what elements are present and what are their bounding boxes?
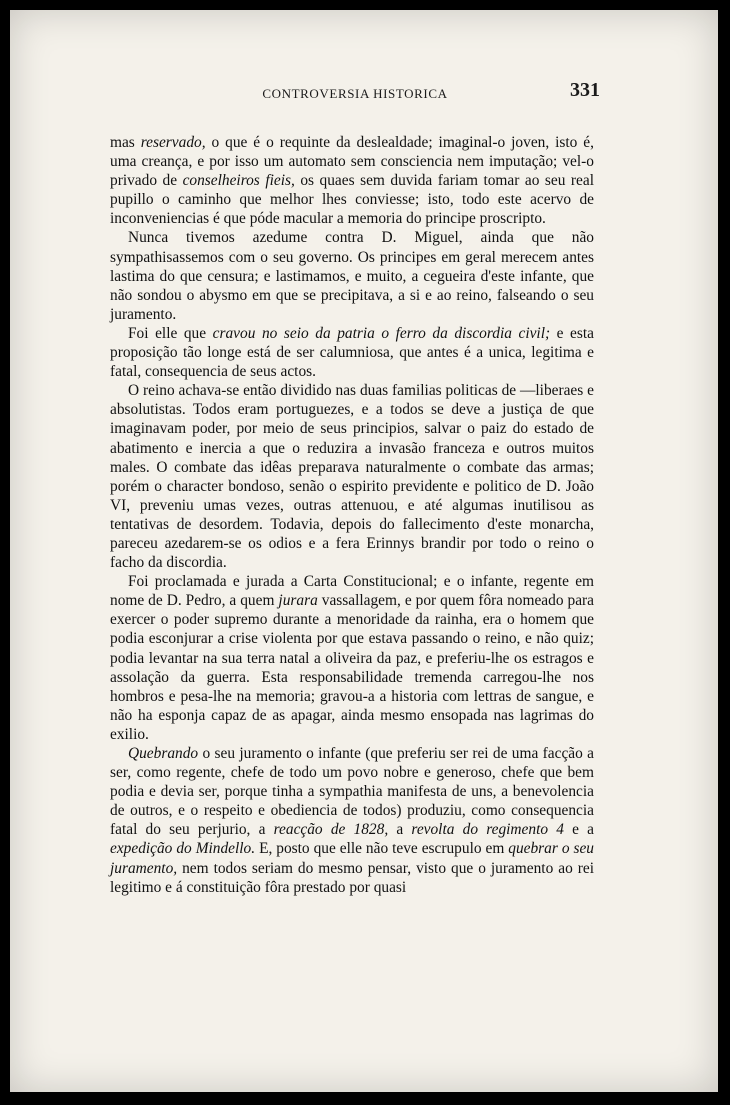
paragraph <box>110 228 594 323</box>
text-run: e a <box>563 821 594 839</box>
italic-phrase: revolta do regimento 4 <box>411 821 564 839</box>
italic-phrase: quebrar o seu juramento, <box>110 840 594 877</box>
running-title: CONTROVERSIA HISTORICA <box>262 86 448 101</box>
paragraph <box>110 133 594 228</box>
page-header <box>110 78 600 104</box>
text-run: os quaes sem duvida fariam tomar ao seu real pupillo o caminho que melhor lhes conviesse; isto, todo este acervo de inconveniencias é que póde macular a memoria do principe proscripto. <box>110 172 594 228</box>
text-run: mas <box>110 134 141 151</box>
italic-phrase: reacção de 1828, <box>273 821 389 839</box>
text-run: a <box>388 821 412 839</box>
text-run: vassallagem, e por quem fôra nomeado para exercer o poder supremo durante a menoridade da rainha, era o homem que podia esconjurar a crise violenta por que estava passando o reino, e não quiz; podia levantar na sua terra natal a oliveira da paz, e preferiu-lhe os estragos e assolação da guerra. Esta responsabilidade tremenda carregou-lhe nos hombros e pesa-lhe na memoria; gravou-a a historia com lettras de sangue, e não ha esponja capaz de as apagar, ainda mesmo ensopada nas lagrimas do exilio. <box>110 592 594 743</box>
italic-phrase: conselheiros fieis, <box>182 172 295 190</box>
italic-phrase: expedição do Mindello. <box>110 840 256 858</box>
text-run: O reino achava-se então dividido nas duas familias politicas de —liberaes e absolutistas. Todos eram portuguezes, e a todos se deve a justiça de que imaginavam poder, por meio de seus principios, salvar o paiz do estado de abatimento e inercia a que o reduzira a invasão franceza e outros muitos males. O combate das idêas preparava naturalmente o combate das armas; porém o character bondoso, senão o espirito previdente e politico de D. João VI, preveniu umas vezes, outras attenuou, e até algumas inutilisou as tentativas de desordem. Todavia, depois do fallecimento d'este monarcha, pareceu azedarem-se os odios e a fera Erinnys brandir por todo o reino o facho da discordia. <box>110 382 594 572</box>
italic-phrase: Quebrando <box>128 745 199 762</box>
text-run: nem todos seriam do mesmo pensar, visto que o juramento ao rei legitimo e á constituição fôra prestado por quasi <box>110 859 594 896</box>
italic-phrase: jurara <box>278 592 318 610</box>
paragraph <box>110 572 594 744</box>
text-run: e esta proposição tão longe está de ser calumniosa, que antes é a unica, legitima e fatal, consequencia de seus actos. <box>110 324 594 381</box>
italic-phrase: cravou no seio da patria o ferro da discordia civil; <box>212 324 551 342</box>
paragraph <box>110 744 594 897</box>
text-run: Foi proclamada e jurada a Carta Constitucional; e o infante, regente em nome de D. Pedro, a quem <box>110 573 594 610</box>
paragraph <box>110 324 594 381</box>
text-run: Nunca tivemos azedume contra D. Miguel, ainda que não sympathisassemos com o seu governo. Os principes em geral merecem antes lastima do que censura; e lastimamos, e muito, a cegueira d'este infante, que não sondou o abysmo em que se precipitava, a si e ao reino, falseando o seu juramento. <box>110 229 594 323</box>
body-text <box>110 133 594 897</box>
text-run: o que é o requinte da deslealdade; imaginal-o joven, isto é, uma creança, e por isso um automato sem consciencia nem imputação; vel-o privado de <box>110 134 594 190</box>
paragraph <box>110 381 594 572</box>
text-run: Foi elle que <box>128 324 213 342</box>
italic-phrase: reservado, <box>140 134 206 151</box>
text-run: E, posto que elle não teve escrupulo em <box>255 840 509 858</box>
text-run: o seu juramento o infante (que preferiu ser rei de uma facção a ser, como regente, chefe de todo um povo nobre e generoso, chefe que bem podia e devia ser, porque tinha a sympathia manifesta de uns, a benevolencia de outros, e o respeito e obediencia de todos) produziu, como consequencia fatal do seu perjurio, a <box>110 745 594 839</box>
book-page <box>10 10 718 1092</box>
page-number: 331 <box>570 79 600 101</box>
